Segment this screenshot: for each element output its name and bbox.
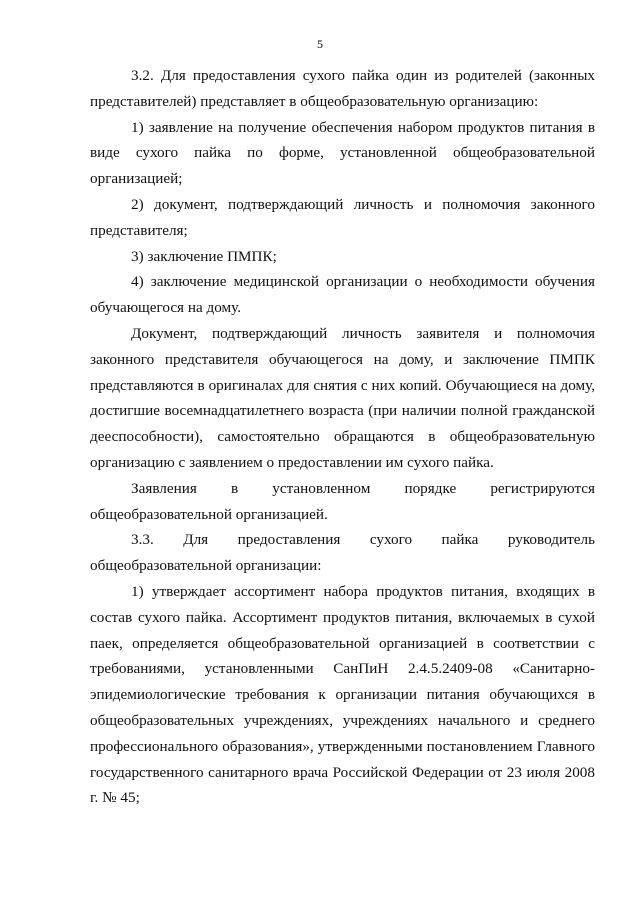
- paragraph-document-originals: Документ, подтверждающий личность заявителя и полномочия законного представителя обучающегося на дому, и заключение ПМПК представляются в оригиналах для снятия с них копий. Обучающиеся на дому, достигшие восемнадцатилетнего возраста (при наличии полной гражданской дееспособности), самостоятельно обращаются в общеобразовательную организацию с заявлением о предоставлении им сухого пайка.: [90, 324, 595, 471]
- page-number: 5: [317, 37, 323, 51]
- paragraph-item-1-application: 1) заявление на получение обеспечения набором продуктов питания в виде сухого пайка по форме, установленной общеобразовательной организацией;: [90, 118, 595, 188]
- document-body: [90, 63, 595, 811]
- paragraph-3-3: 3.3. Для предоставления сухого пайка руководитель общеобразовательной организации:: [90, 531, 595, 575]
- paragraph-item-1-assortment: 1) утверждает ассортимент набора продуктов питания, входящих в состав сухого пайка. Ассортимент продуктов питания, включаемых в сухой паек, определяется общеобразовательной организацией в соответствии с требованиями, установленными СанПиН 2.4.5.2409-08 «Санитарно-эпидемиологические требования к организации питания обучающихся в общеобразовательных учреждениях, учреждениях начального и среднего профессионального образования», утвержденными постановлением Главного государственного санитарного врача Российской Федерации от 23 июля 2008 г. № 45;: [90, 582, 595, 807]
- paragraph-3-2: 3.2. Для предоставления сухого пайка один из родителей (законных представителей) представляет в общеобразовательную организацию:: [90, 67, 595, 110]
- paragraph-item-2-identity-document: 2) документ, подтверждающий личность и полномочия законного представителя;: [90, 195, 595, 239]
- paragraph-item-3-pmpk: 3) заключение ПМПК;: [131, 247, 277, 265]
- paragraph-item-4-medical-conclusion: 4) заключение медицинской организации о необходимости обучения обучающегося на дому.: [90, 273, 595, 317]
- paragraph-applications-registered: Заявления в установленном порядке регистрируются общеобразовательной организацией.: [90, 479, 595, 523]
